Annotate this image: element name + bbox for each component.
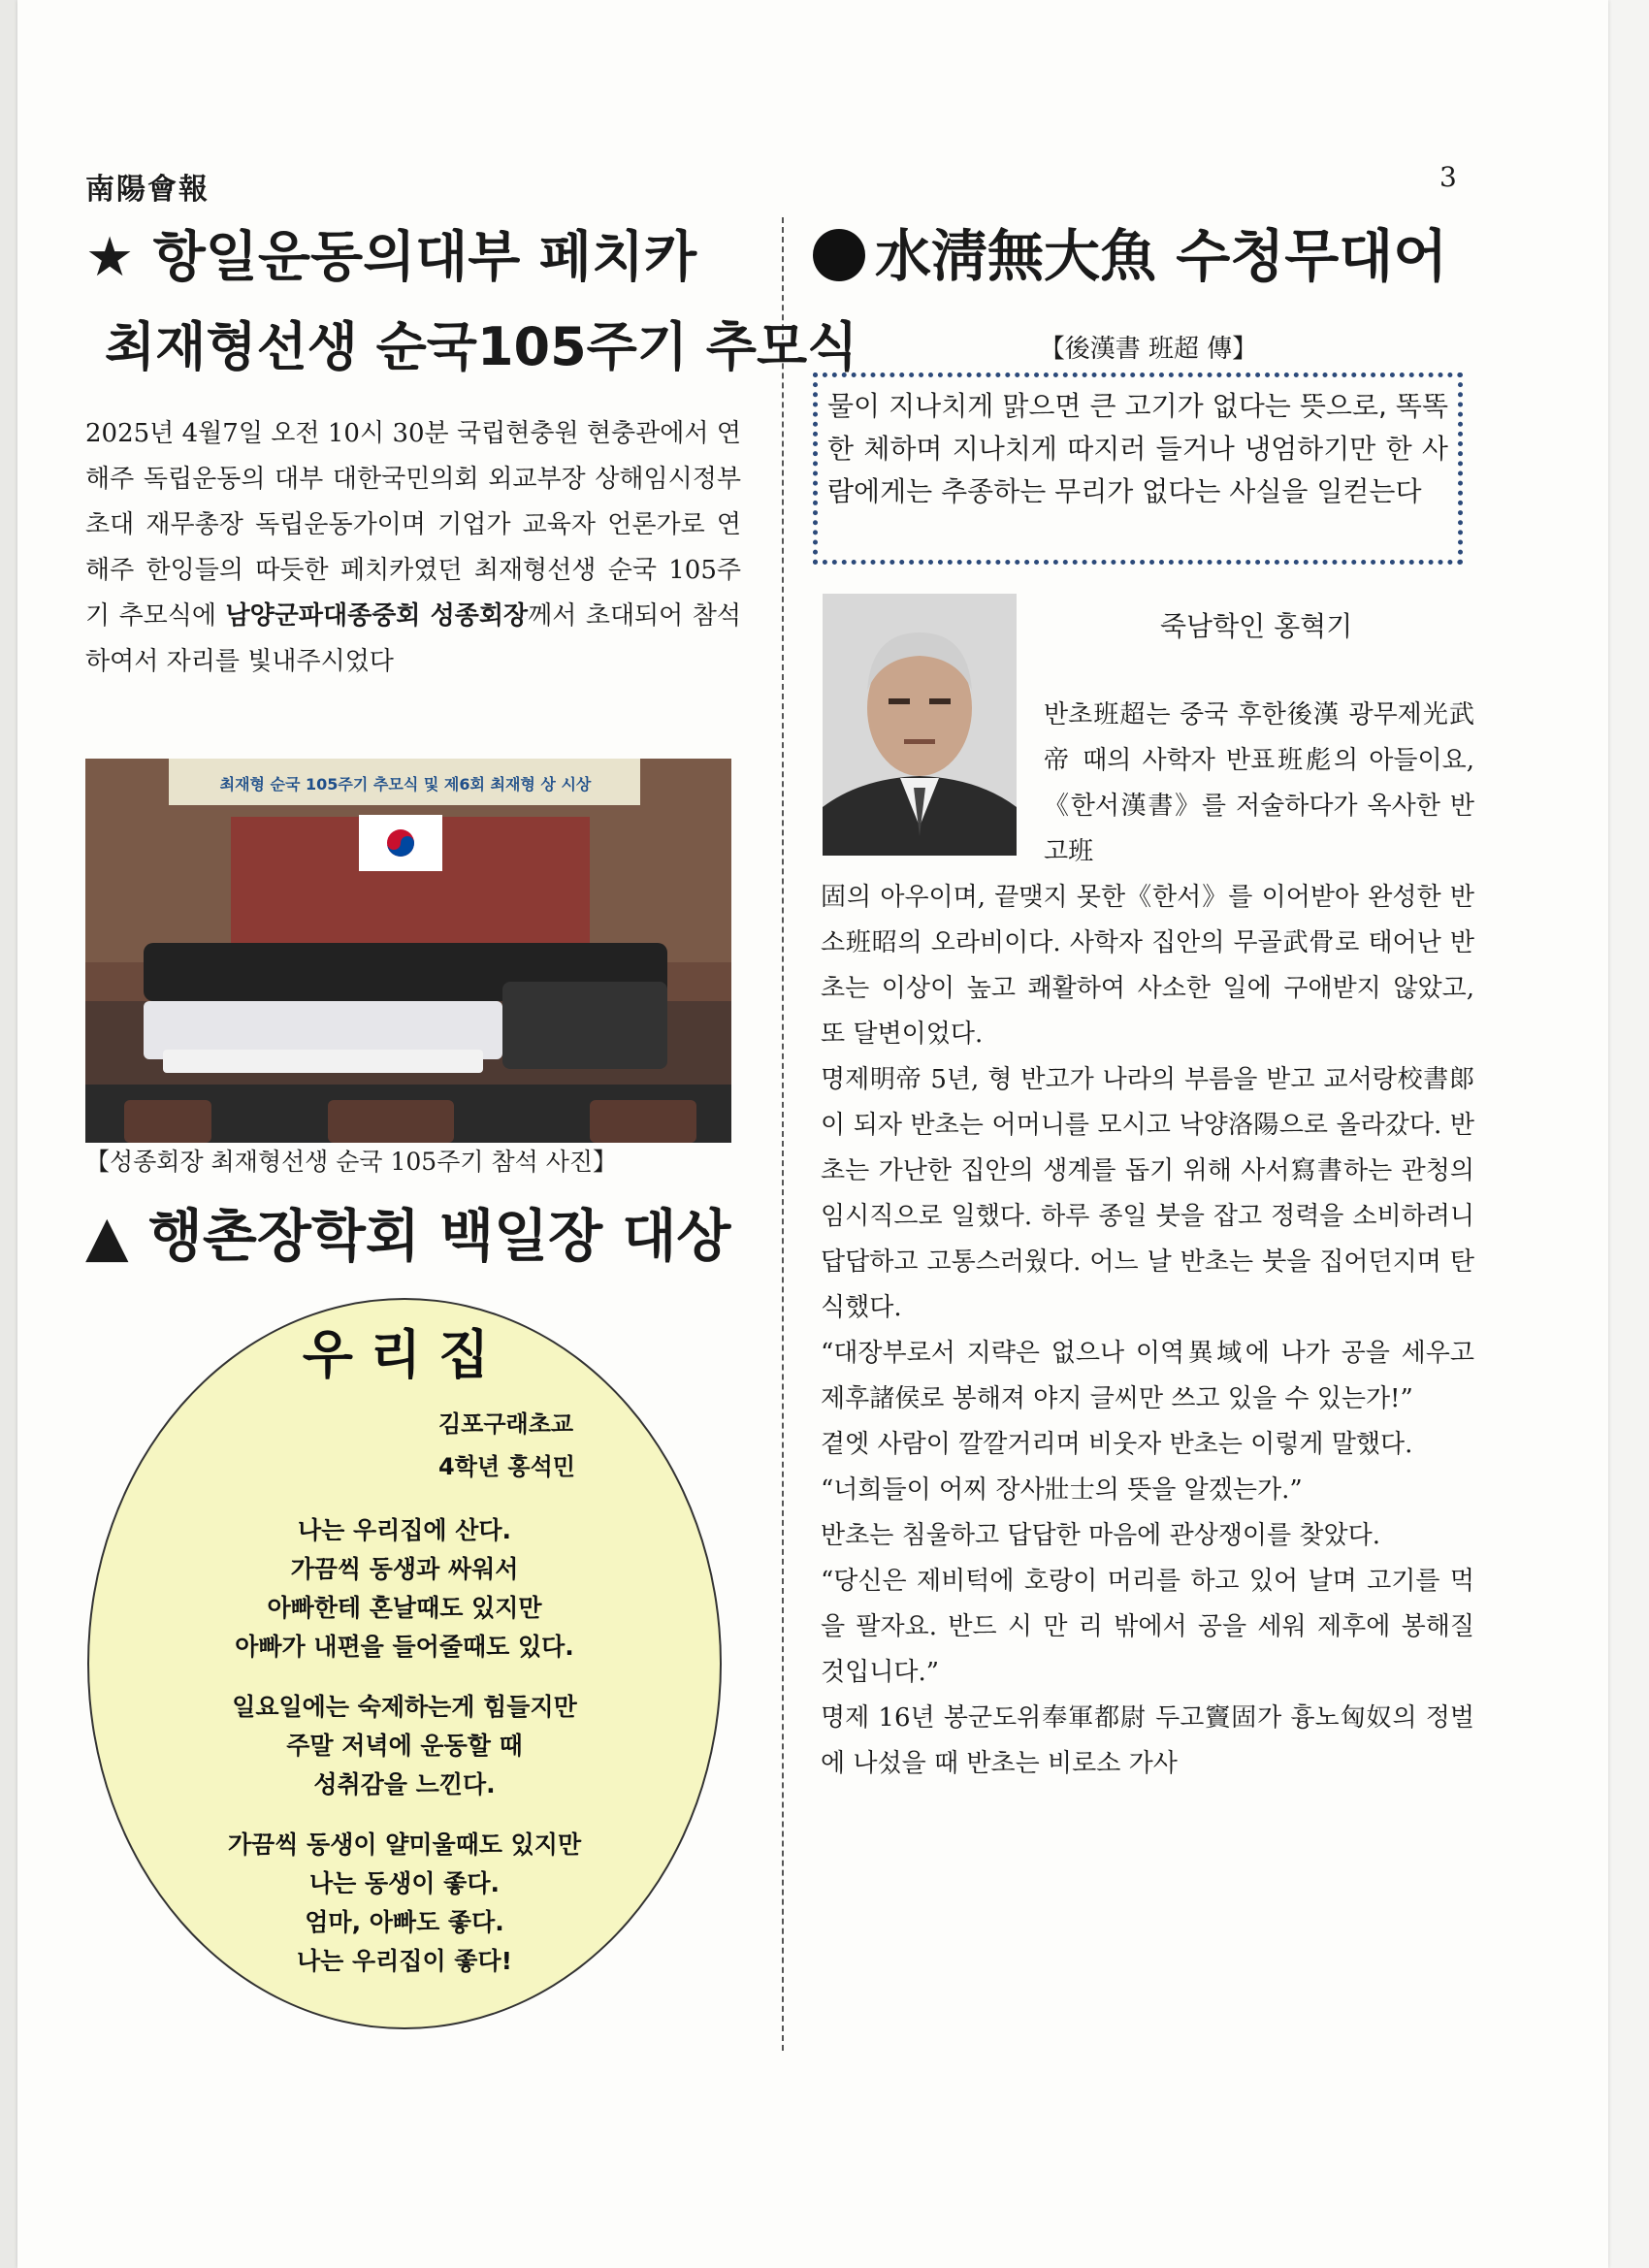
ceremony-photo: [85, 759, 731, 1143]
essay-paragraph: “대장부로서 지략은 없으나 이역異域에 나가 공을 세우고 제후諸侯로 봉해져 야지 글씨만 쓰고 있을 수 있는가!”: [821, 1339, 1474, 1413]
poem-school: 김포구래초교: [438, 1410, 574, 1438]
scan-edge: [0, 0, 17, 2268]
page-number: 3: [1439, 161, 1457, 193]
essay-intro: 반초班超는 중국 후한後漢 광무제光武帝 때의 사학자 반표班彪의 아들이요,《한서漢書》를 저술하다가 옥사한 반고班: [1044, 700, 1474, 866]
poem-stanza: [89, 1826, 720, 1981]
poem-author: 4학년 홍석민: [438, 1453, 575, 1480]
article-body-text-end: 께서 초대되어 참석하여서 자리를 빛내주시었다: [85, 601, 741, 676]
poem-line: 성취감을 느낀다.: [313, 1770, 496, 1798]
article-body-highlight: 남양군파대종중회 성종회장: [225, 601, 529, 631]
photo-caption: 【성종회장 최재형선생 순국 105주기 참석 사진】: [85, 1148, 618, 1176]
proverb-headline: [813, 213, 1492, 299]
bullet-dot-icon: [813, 229, 865, 281]
poem-line: 가끔씩 동생이 얄미울때도 있지만: [227, 1831, 582, 1859]
section-heading: ▲ 행촌장학회 백일장 대상: [85, 1203, 731, 1269]
poem-stanza: [89, 1511, 720, 1667]
article-headline-line1: ★ 항일운동의대부 페치카: [85, 226, 697, 289]
poem-stanza: [89, 1688, 720, 1804]
poem-title: 우리집: [302, 1324, 507, 1385]
poem-line: 나는 우리집이 좋다!: [296, 1947, 512, 1975]
column-divider: [782, 217, 784, 2051]
poem-body: [89, 1511, 720, 2002]
essay-paragraph: 명제明帝 5년, 형 반고가 나라의 부름을 받고 교서랑校書郞이 되자 반초는 어머니를 모시고 낙양洛陽으로 올라갔다. 반초는 가난한 집안의 생계를 돕기 위해 사서寫書하는 관청의 임시직으로 일했다. 하루 종일 붓을 잡고 정력을 소비하려니 답답하고 고통스러웠다. 어느 날 반초는 붓을 집어던지며 탄식했다.: [821, 1065, 1474, 1322]
article-body-text: 2025년 4월7일 오전 10시 30분 국립현충원 현충관에서 연해주 독립운동의 대부 대한국민의회 외교부장 상해임시정부 초대 재무총장 독립운동가이며 기업가 교육자 언론가로 연해주 한잉들의 따듯한 페치카였던 최재형선생 순국 105주기 추모식에: [85, 419, 741, 631]
poem-line: 나는 우리집에 산다.: [297, 1516, 512, 1544]
poem-line: 아빠가 내편을 들어줄때도 있다.: [235, 1633, 574, 1661]
essay-body: [821, 875, 1474, 1787]
masthead: 南陽會報: [85, 173, 210, 207]
poem-line: 엄마, 아빠도 좋다.: [305, 1908, 504, 1936]
essay-paragraph: “당신은 제비턱에 호랑이 머리를 하고 있어 날며 고기를 먹을 팔자요. 반드 시 만 리 밖에서 공을 세워 제후에 봉해질 것입니다.”: [821, 1567, 1474, 1687]
essay-paragraph: 곁엣 사람이 깔깔거리며 비웃자 반초는 이렇게 말했다.: [821, 1430, 1413, 1459]
proverb-source: 【後漢書 班超 傳】: [1039, 335, 1258, 364]
poem-line: 아빠한테 혼날때도 있지만: [267, 1594, 542, 1622]
korean-flag: [359, 815, 442, 871]
article-body: [85, 411, 741, 685]
essay-paragraph: 固의 아우이며, 끝맺지 못한《한서》를 이어받아 완성한 반소班昭의 오라비이다. 사학자 집안의 무골武骨로 태어난 반초는 이상이 높고 쾌활하여 사소한 일에 구애받지 않았고, 또 달변이었다.: [821, 883, 1474, 1049]
poem-line: 주말 저녁에 운동할 때: [286, 1732, 523, 1760]
poem-line: 가끔씩 동생과 싸워서: [290, 1555, 519, 1583]
photo-banner-text: 최재형 순국 105주기 추모식 및 제6회 최재형 상 시상: [219, 775, 592, 794]
essay-paragraph: 명제 16년 봉군도위奉軍都尉 두고竇固가 흉노匈奴의 정벌에 나섰을 때 반초는 비로소 가사: [821, 1703, 1474, 1778]
proverb-meaning-box: 물이 지나치게 맑으면 큰 고기가 없다는 뜻으로, 똑똑한 체하며 지나치게 따지러 들거나 냉엄하기만 한 사람에게는 추종하는 무리가 없다는 사실을 일컫는다: [813, 373, 1463, 565]
poem-panel: [87, 1298, 722, 2029]
essay-paragraph: “너희들이 어찌 장사壯士의 뜻을 알겠는가.”: [821, 1475, 1303, 1505]
author-portrait: [823, 594, 1017, 856]
essay-paragraph: 반초는 침울하고 답답한 마음에 관상쟁이를 찾았다.: [821, 1521, 1381, 1550]
article-headline-line2: 최재형선생 순국105주기 추모식: [105, 316, 858, 377]
poem-line: 일요일에는 숙제하는게 힘들지만: [232, 1693, 577, 1721]
author-byline: 죽남학인 홍혁기: [1160, 610, 1353, 642]
poem-line: 나는 동생이 좋다.: [309, 1869, 500, 1897]
proverb-headline-text: 水淸無大魚 수청무대어: [875, 223, 1448, 289]
